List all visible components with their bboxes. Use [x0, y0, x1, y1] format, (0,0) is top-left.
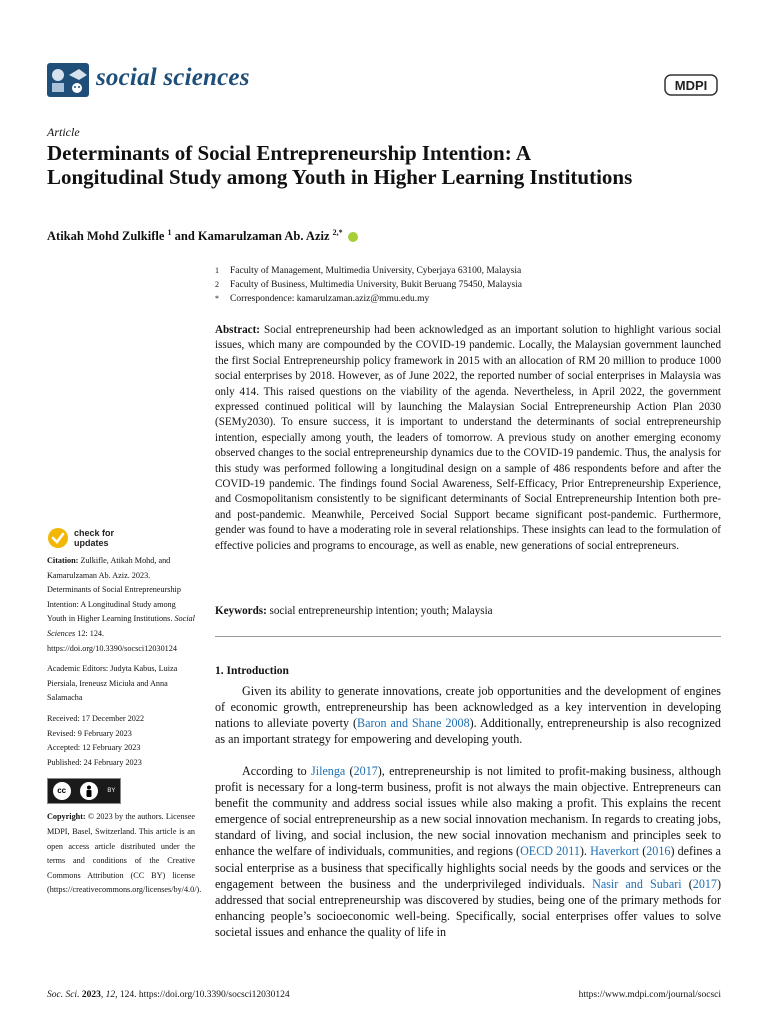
- section-heading: 1. Introduction: [215, 665, 289, 677]
- cc-by-license-badge[interactable]: [47, 778, 121, 804]
- body-text: Given its ability to generate innovations, create job opportunities and the development of engines of economic growth, entrepreneurship has been acknowledged as a key intervention in developing nations to alleviate poverty (: [215, 684, 721, 731]
- copyright-label: Copyright:: [47, 812, 86, 822]
- cc-icon: cc: [53, 782, 71, 800]
- publisher-label: MDPI: [674, 78, 708, 93]
- journal-name: social sciences: [96, 64, 250, 91]
- citation-link[interactable]: Baron and Shane 2008: [357, 716, 470, 731]
- body-text: According to: [242, 764, 312, 778]
- by-label: BY: [107, 788, 116, 795]
- affiliation-item: [215, 278, 522, 292]
- citation-link[interactable]: 2017: [692, 876, 717, 891]
- article-type: Article: [47, 125, 80, 139]
- intro-paragraph-2: [215, 763, 721, 940]
- author-name[interactable]: Atikah Mohd Zulkifle: [47, 229, 165, 244]
- check-updates-label: [74, 528, 114, 548]
- orcid-icon[interactable]: [348, 232, 358, 242]
- affiliation-text: Faculty of Management, Multimedia University, Cyberjaya 63100, Malaysia: [230, 266, 522, 276]
- abstract: [215, 323, 721, 554]
- body-text: (: [639, 844, 647, 859]
- keywords: [215, 605, 721, 617]
- affiliation-mark: 1: [215, 266, 219, 275]
- copyright-notice: [47, 810, 202, 898]
- citation-block: [47, 554, 195, 656]
- mdpi-logo-icon[interactable]: [664, 72, 718, 98]
- body-text: ) defines a social enterprise as a business that specifically highlights social needs by the goods and services or the engagement between the business and the underprivileged individuals.: [215, 844, 722, 891]
- citation-link[interactable]: 2016: [646, 844, 671, 859]
- correspondence-text: Correspondence: kamarulzaman.aziz@mmu.edu.my: [230, 294, 430, 304]
- citation-link[interactable]: 2017: [353, 764, 378, 778]
- affiliation-item: [215, 292, 522, 306]
- section-divider: [215, 636, 721, 637]
- footer-journal-url[interactable]: https://www.mdpi.com/journal/socsci: [578, 990, 721, 1000]
- check-updates-icon: [47, 527, 69, 549]
- journal-logo-icon: [47, 63, 89, 97]
- body-text: ) addressed that social entrepreneurship was discovered by studies, being one of the primary methods for enhancing people’s socioeconomic well-being. Specifically, social enterprises offer values to solve societal issues and enhance the quality of life in: [215, 876, 721, 939]
- author-join: and: [174, 229, 195, 244]
- check-updates-line2: updates: [74, 538, 109, 548]
- intro-paragraph-1: [215, 683, 721, 747]
- author-affiliation-mark: 2,*: [332, 228, 343, 237]
- footer-citation: Soc. Sci. 2023, 12, 124. https://doi.org/10.3390/socsci12030124: [47, 990, 290, 1000]
- check-for-updates-button[interactable]: [47, 527, 114, 549]
- citation-doi[interactable]: 12: 124. https://doi.org/10.3390/socsci12030124: [47, 628, 177, 653]
- abstract-label: Abstract:: [215, 324, 260, 336]
- published-date: Published: 24 February 2023: [47, 757, 142, 767]
- affiliation-item: [215, 264, 522, 278]
- author-list: [47, 228, 358, 244]
- revised-date: Revised: 9 February 2023: [47, 728, 132, 738]
- keywords-text: social entrepreneurship intention; youth; Malaysia: [269, 605, 493, 617]
- copyright-text: © 2023 by the authors. Licensee MDPI, Basel, Switzerland. This article is an open access article distributed under the terms and conditions of the Creative Commons Attribution (CC BY) license (https://creativecommons.org/licenses/by/4.0/).: [47, 812, 202, 895]
- citation-link[interactable]: Nasir and Subari: [592, 876, 682, 891]
- citation-label: Citation:: [47, 556, 79, 565]
- citation-text: Zulkifle, Atikah Mohd, and Kamarulzaman Ab. Aziz. 2023. Determinants of Social Entrepreneurship Intention: A Longitudinal Study among Youth in Higher Learning Institutions.: [47, 556, 181, 624]
- author-name[interactable]: Kamarulzaman Ab. Aziz: [197, 229, 330, 244]
- by-person-icon: [80, 782, 98, 800]
- affiliations: [215, 264, 522, 306]
- check-updates-line1: check for: [74, 528, 115, 538]
- article-info-sidebar: [47, 554, 202, 898]
- citation-link[interactable]: Haverkort: [590, 844, 640, 859]
- citation-link[interactable]: Jilenga: [311, 764, 346, 778]
- affiliation-mark: 2: [215, 280, 219, 289]
- received-date: Received: 17 December 2022: [47, 713, 145, 723]
- citation-journal: Social Sciences: [47, 614, 195, 638]
- body-text: (: [345, 764, 354, 778]
- footer-journal-abbrev: Soc. Sci.: [47, 990, 80, 1000]
- article-title: Determinants of Social Entrepreneurship Intention: A Longitudinal Study among Youth in Higher Learning Institutions: [47, 141, 633, 189]
- footer-year: 2023: [81, 990, 101, 1000]
- accepted-date: Accepted: 12 February 2023: [47, 743, 141, 753]
- abstract-text: Social entrepreneurship had been acknowledged as an important solution to highlight various social issues, which many are compounded by the COVID-19 pandemic. Locally, the Malaysian government launched the first Social Entrepreneurship policy framework in 2015 with an allocation of RM 20 million to produce 1000 social enterprises by 2018. However, as of June 2022, the reported number of social enterprises in Malaysia was only 414. This raised questions on the viability of the agenda. Nevertheless, in April 2022, the government expressed continued political will by launching the Malaysian Social Entrepreneurship Action Plan 2030 (SEMy2030). To ensure success, it is important to understand the determinants of social entrepreneurship intention, especially among youth, the leaders of tomorrow. A previous study on another emerging economy observed changes to the social entrepreneurship dynamics due to the COVID-19 pandemic. Thus, the analysis for this study was performed following a longitudinal design on a sample of 486 respondents before and after the COVID-19 pandemic. The findings found Social Awareness, Self-Efficacy, Prior Entrepreneurship Experience, and Cosmopolitanism consistently to be significant determinants of Social Entrepreneurship Intention both pre- and post-pandemic. Meanwhile, Perceived Social Support became significant post-pandemic. Furthermore, gender was found to have a moderating role in several relationships. These insights can lead to the formulation of effective policies and programs to encourage, as well as enable, new generations of social entrepreneurs.: [215, 324, 721, 552]
- affiliation-mark: *: [215, 294, 219, 303]
- footer-doi[interactable]: , 124. https://doi.org/10.3390/socsci12030124: [115, 990, 290, 1000]
- keywords-label: Keywords:: [215, 605, 267, 617]
- body-text: (: [681, 876, 693, 891]
- body-text: ). Additionally, entrepreneurship is also recognized as an important strategy for empowering and developing youth.: [215, 716, 721, 747]
- body-text: ), entrepreneurship is not limited to profit-making business, although profit is necessary for a long-term business, profit is not always the main objective. Entrepreneurs can benefit the community and address social issues while also making a profit. This explains the recent emergence of social entrepreneurship as a new social innovation mechanism. In regards to creating jobs, standard of living, and social inclusion, the new social innovation mechanism and principles seek to enhance the welfare of individuals, communities, and regions (: [215, 764, 721, 859]
- affiliation-text: Faculty of Business, Multimedia University, Bukit Beruang 75450, Malaysia: [230, 280, 523, 290]
- footer-volume: 12: [105, 990, 116, 1000]
- academic-editors: Academic Editors: Judyta Kabus, Luiza Piersiala, Ireneusz Miciuła and Anna Salamacha: [47, 664, 178, 703]
- author-affiliation-mark: 1: [167, 228, 172, 237]
- body-text: ).: [579, 844, 591, 859]
- citation-link[interactable]: OECD 2011: [520, 844, 580, 859]
